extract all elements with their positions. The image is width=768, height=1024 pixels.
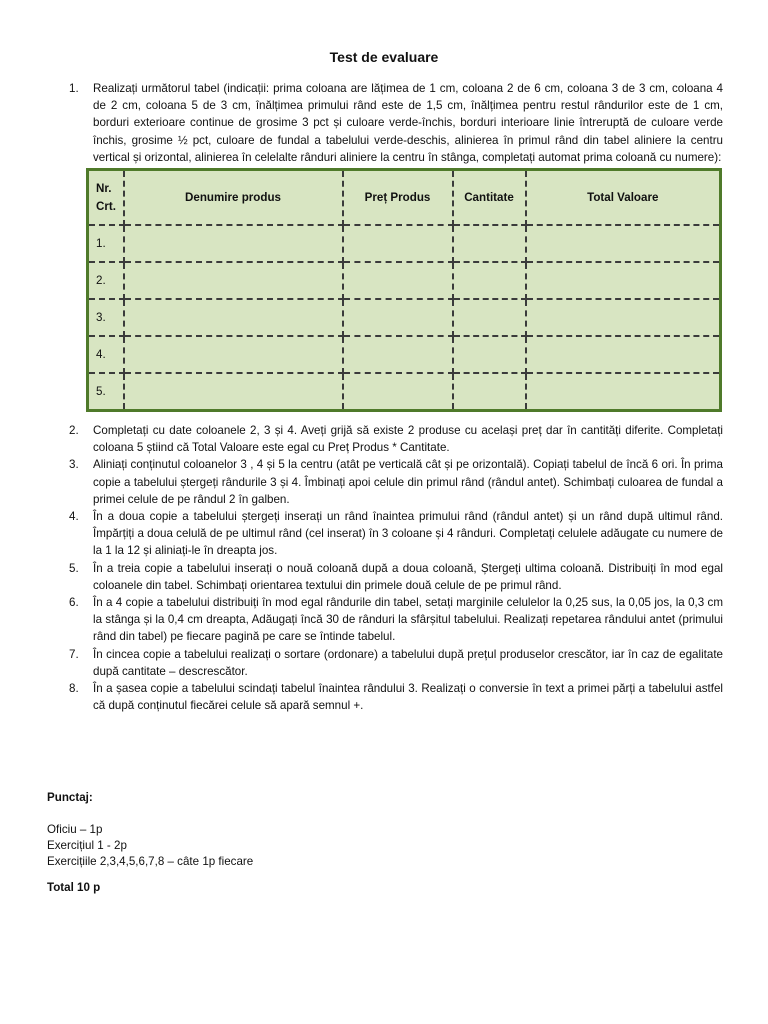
exercise-number: 8. [69,682,79,696]
scoring-total: Total 10 p [47,881,101,894]
table-cell [343,262,453,299]
exercise-text: Completați cu date coloanele 2, 3 și 4. Aveți grijă să existe 2 produse cu același preț dar în cantități diferite. Completați coloana 5 știind că Total Valoare este egal cu Preț Produs * Cantitate. [93,424,723,455]
table-cell [124,262,343,299]
table-cell [343,373,453,411]
table-cell [526,262,721,299]
table-cell [453,373,526,411]
table-cell [453,336,526,373]
exercise-text: În a șasea copie a tabelului scindați tabelul înaintea rândului 3. Realizați o conversie în text a primei părți a tabelului astfel că după conținutul fiecărei celule să apară semnul +. [93,682,723,713]
table-cell [343,299,453,336]
table-cell [526,225,721,262]
scoring-ex-rest: Exercițiile 2,3,4,5,6,7,8 – câte 1p fiecare [47,855,254,868]
exercise-number: 5. [69,561,79,575]
exercise-number: 2. [69,424,79,438]
table-row [88,225,721,262]
header-pret-produs: Preț Produs [343,170,453,226]
product-table-wrap [86,168,719,412]
exercise-number: 7. [69,647,79,661]
exercise-text: În a doua copie a tabelului ștergeți inserați un rând înaintea primului rând (rândul antet) și un rând după ultimul rând. Împărțiți a doua celulă de pe ultimul rând (cel inserat) în 3 coloane și 4 rânduri. Completați celulele adăugate cu numere de la 1 la 12 și aliniați-le în dreapta jos. [93,510,723,558]
exercise-number: 3. [69,458,79,472]
table-header-row [88,170,721,226]
table-cell [453,262,526,299]
table-cell [124,225,343,262]
row-number: 3. [88,299,124,336]
table-row [88,262,721,299]
scoring-heading: Punctaj: [47,791,93,804]
exercise-number: 6. [69,596,79,610]
table-cell [124,373,343,411]
table-cell [124,299,343,336]
exercise-item-3 [47,456,723,508]
exercise-text: În a treia copie a tabelului inserați o nouă coloană după a doua coloană, Ștergeți ultima coloană. Distribuiți în mod egal coloanele din tabel. Schimbați orientarea textului din primele două celule de pe primul rând. [93,561,723,592]
exercise-text: În a 4 copie a tabelului distribuiți în mod egal rândurile din tabel, setați marginile celulelor la 0,25 sus, la 0,05 jos, la 0,3 cm la stânga și la 0,4 cm dreapta, Adăugați încă 30 de rânduri la sfârșitul tabelului. Realizați repetarea rândului antet (primului rând din tabel) pe fiecare pagină pe care se întinde tabelul. [93,596,723,644]
scoring-oficiu: Oficiu – 1p [47,823,103,836]
table-cell [343,225,453,262]
header-nr-crt: Nr. Crt. [88,170,124,226]
exercise-text: Realizați următorul tabel (indicații: prima coloana are lățimea de 1 cm, coloana 2 de 6 cm, coloana 3 de 3 cm, coloana 4 de 2 cm, coloana 5 de 3 cm, înălțimea primului rând este de 1,5 cm, înălțimea pentru restul rândurilor este de 1 cm, borduri exterioare continue de grosime 3 pct și culoare verde-închis, borduri interioare linie întreruptă de culoare verde închis, grosime ½ pct, culoare de fundal a tabelului verde-deschis, alinierea în primul rând din tabel aliniere la centru vertical și orizontal, alinierea în celelalte rânduri aliniere la centru în stânga, completați automat prima coloană cu numere): [93,82,723,164]
table-cell [453,299,526,336]
table-cell [453,225,526,262]
table-cell [124,336,343,373]
header-total-valoare: Total Valoare [526,170,721,226]
row-number: 2. [88,262,124,299]
row-number: 1. [88,225,124,262]
exercise-item-5 [47,560,723,594]
exercise-item-8 [47,680,723,714]
header-denumire-produs: Denumire produs [124,170,343,226]
exercise-list [47,80,723,714]
table-row [88,299,721,336]
table-cell [526,336,721,373]
page-title: Test de evaluare [329,49,439,65]
product-table [86,168,722,412]
scoring-ex1: Exercițiul 1 - 2p [47,839,127,852]
table-row [88,336,721,373]
exercise-number: 4. [69,510,79,524]
exercise-item-2 [47,422,723,456]
table-cell [526,299,721,336]
exercise-item-1 [47,80,723,412]
exercise-item-4 [47,508,723,560]
exercise-item-7 [47,646,723,680]
row-number: 4. [88,336,124,373]
table-cell [526,373,721,411]
table-row [88,373,721,411]
exercise-text: Aliniați conținutul coloanelor 3 , 4 și 5 la centru (atât pe verticală cât și pe orizontală). Copiați tabelul de încă 6 ori. În prima copie a tabelului ștergeți rândurile 3 și 4. Îmbinați apoi celule din primul rând (rândul antet). Schimbați culoarea de fundal a primei celule de pe rândul 2 în galben. [93,458,723,506]
table-cell [343,336,453,373]
header-cantitate: Cantitate [453,170,526,226]
row-number: 5. [88,373,124,411]
exercise-item-6 [47,594,723,646]
exercise-number: 1. [69,82,79,95]
exercise-text: În cincea copie a tabelului realizați o sortare (ordonare) a tabelului după prețul produselor crescător, iar în caz de egalitate după cantitate – descrescător. [93,647,723,678]
